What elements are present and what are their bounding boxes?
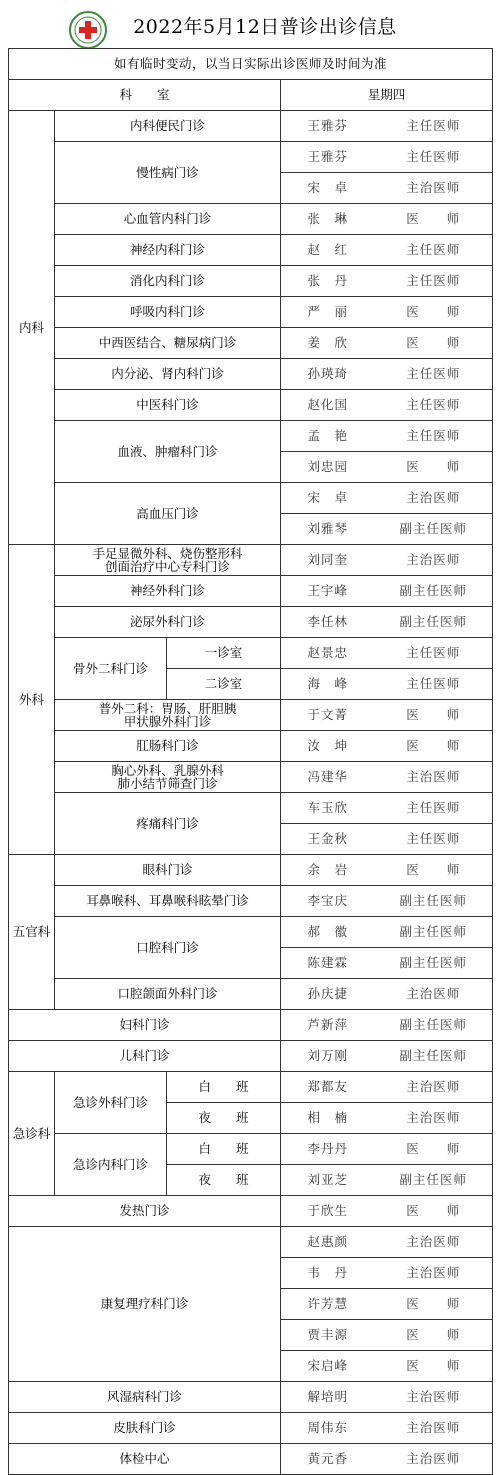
doctor-title: 主任医师 <box>375 793 493 824</box>
doctor-name: 黄元香 <box>281 1444 375 1475</box>
doctor-title: 医 师 <box>375 1196 493 1227</box>
column-header-dept: 科 室 <box>9 80 281 111</box>
dept-name <box>55 700 281 731</box>
doctor-name: 王雅芬 <box>281 142 375 173</box>
doctor-name: 于文菁 <box>281 700 375 731</box>
doctor-name: 刘雅琴 <box>281 514 375 545</box>
doctor-name: 海 峰 <box>281 669 375 700</box>
doctor-title: 主任医师 <box>375 111 493 142</box>
doctor-title: 副主任医师 <box>375 1041 493 1072</box>
doctor-title: 医 师 <box>375 204 493 235</box>
dept-name: 泌尿外科门诊 <box>55 607 281 638</box>
doctor-title: 主治医师 <box>375 545 493 576</box>
doctor-name: 汝 坤 <box>281 731 375 762</box>
dept-name: 血液、肿瘤科门诊 <box>55 421 281 483</box>
dept-name: 风湿病科门诊 <box>9 1382 281 1413</box>
dept-name-line: 创面治疗中心专科门诊 <box>104 559 230 574</box>
doctor-title: 医 师 <box>375 452 493 483</box>
doctor-title: 主治医师 <box>375 1227 493 1258</box>
doctor-name: 刘万刚 <box>281 1041 375 1072</box>
doctor-title: 医 师 <box>375 1320 493 1351</box>
dept-name-line: 甲状腺外科门诊 <box>123 714 212 729</box>
doctor-title: 医 师 <box>375 1134 493 1165</box>
doctor-title: 医 师 <box>375 297 493 328</box>
doctor-title: 主任医师 <box>375 390 493 421</box>
doctor-title: 医 师 <box>375 1351 493 1382</box>
doctor-name: 刘忠园 <box>281 452 375 483</box>
dept-name: 肛肠科门诊 <box>55 731 281 762</box>
shift-label: 白 班 <box>167 1134 281 1165</box>
doctor-title: 主任医师 <box>375 421 493 452</box>
dept-name-line: 普外二科：胃肠、肝胆胰 <box>98 701 237 716</box>
doctor-title: 副主任医师 <box>375 514 493 545</box>
doctor-title: 主治医师 <box>375 173 493 204</box>
dept-name: 体检中心 <box>9 1444 281 1475</box>
doctor-title: 副主任医师 <box>375 1165 493 1196</box>
doctor-name: 王雅芬 <box>281 111 375 142</box>
dept-name-line: 手足显微外科、烧伤整形科 <box>92 546 243 561</box>
dept-name: 中医科门诊 <box>55 390 281 421</box>
doctor-title: 医 师 <box>375 855 493 886</box>
doctor-name: 郑都友 <box>281 1072 375 1103</box>
dept-name: 急诊内科门诊 <box>55 1134 167 1196</box>
doctor-name: 于欣生 <box>281 1196 375 1227</box>
doctor-name: 张 丹 <box>281 266 375 297</box>
doctor-title: 医 师 <box>375 700 493 731</box>
doctor-title: 主治医师 <box>375 1382 493 1413</box>
group-label-surgery: 外科 <box>9 545 55 855</box>
column-header-day: 星期四 <box>281 80 493 111</box>
doctor-name: 陈建霖 <box>281 948 375 979</box>
doctor-name: 车玉欣 <box>281 793 375 824</box>
doctor-title: 副主任医师 <box>375 917 493 948</box>
dept-name: 中西医结合、糖尿病门诊 <box>55 328 281 359</box>
doctor-name: 芦新萍 <box>281 1010 375 1041</box>
doctor-title: 医 师 <box>375 328 493 359</box>
doctor-name: 郝 徽 <box>281 917 375 948</box>
doctor-title: 医 师 <box>375 1289 493 1320</box>
doctor-title: 主治医师 <box>375 1258 493 1289</box>
dept-name: 内科便民门诊 <box>55 111 281 142</box>
dept-name: 眼科门诊 <box>55 855 281 886</box>
group-label-internal: 内科 <box>9 111 55 545</box>
doctor-title: 主治医师 <box>375 979 493 1010</box>
group-label-emergency: 急诊科 <box>9 1072 55 1196</box>
dept-name: 消化内科门诊 <box>55 266 281 297</box>
doctor-name: 刘亚芝 <box>281 1165 375 1196</box>
doctor-name: 张 琳 <box>281 204 375 235</box>
dept-name: 儿科门诊 <box>9 1041 281 1072</box>
doctor-name: 赵惠颜 <box>281 1227 375 1258</box>
dept-name: 慢性病门诊 <box>55 142 281 204</box>
doctor-name: 孙瑛琦 <box>281 359 375 390</box>
doctor-name: 贾丰源 <box>281 1320 375 1351</box>
doctor-name: 王金秋 <box>281 824 375 855</box>
header <box>8 8 492 46</box>
doctor-name: 宋 卓 <box>281 173 375 204</box>
doctor-name: 李任林 <box>281 607 375 638</box>
doctor-name: 许芳慧 <box>281 1289 375 1320</box>
doctor-name: 赵化国 <box>281 390 375 421</box>
doctor-title: 副主任医师 <box>375 1010 493 1041</box>
doctor-title: 主治医师 <box>375 1413 493 1444</box>
doctor-name: 周伟东 <box>281 1413 375 1444</box>
doctor-title: 主任医师 <box>375 824 493 855</box>
doctor-name: 赵景忠 <box>281 638 375 669</box>
doctor-name: 孙庆捷 <box>281 979 375 1010</box>
doctor-title: 主任医师 <box>375 638 493 669</box>
dept-name: 皮肤科门诊 <box>9 1413 281 1444</box>
dept-name <box>55 545 281 576</box>
doctor-title: 副主任医师 <box>375 948 493 979</box>
dept-name: 口腔科门诊 <box>55 917 281 979</box>
doctor-name: 余 岩 <box>281 855 375 886</box>
dept-name: 心血管内科门诊 <box>55 204 281 235</box>
dept-name: 口腔颌面外科门诊 <box>55 979 281 1010</box>
dept-name: 高血压门诊 <box>55 483 281 545</box>
doctor-title: 主治医师 <box>375 762 493 793</box>
doctor-name: 孟 艳 <box>281 421 375 452</box>
shift-label: 白 班 <box>167 1072 281 1103</box>
doctor-name: 宋启峰 <box>281 1351 375 1382</box>
dept-name-line: 胸心外科、乳腺外科 <box>111 763 224 778</box>
dept-name: 内分泌、肾内科门诊 <box>55 359 281 390</box>
shift-label: 夜 班 <box>167 1165 281 1196</box>
dept-name: 呼吸内科门诊 <box>55 297 281 328</box>
doctor-title: 主治医师 <box>375 1444 493 1475</box>
doctor-title: 主任医师 <box>375 266 493 297</box>
dept-name: 骨外二科门诊 <box>55 638 167 700</box>
doctor-title: 主任医师 <box>375 142 493 173</box>
doctor-title: 副主任医师 <box>375 886 493 917</box>
sub-room: 二诊室 <box>167 669 281 700</box>
schedule-table <box>8 48 493 1475</box>
dept-name: 神经内科门诊 <box>55 235 281 266</box>
sub-room: 一诊室 <box>167 638 281 669</box>
dept-name: 急诊外科门诊 <box>55 1072 167 1134</box>
doctor-title: 主任医师 <box>375 669 493 700</box>
doctor-name: 姜 欣 <box>281 328 375 359</box>
dept-name: 神经外科门诊 <box>55 576 281 607</box>
doctor-title: 主治医师 <box>375 483 493 514</box>
doctor-name: 王宇峰 <box>281 576 375 607</box>
doctor-name: 韦 丹 <box>281 1258 375 1289</box>
doctor-title: 医 师 <box>375 731 493 762</box>
doctor-title: 副主任医师 <box>375 576 493 607</box>
dept-name <box>55 762 281 793</box>
dept-name: 疼痛科门诊 <box>55 793 281 855</box>
notice-text: 如有临时变动，以当日实际出诊医师及时间为准 <box>9 49 493 80</box>
dept-name-line: 肺小结节筛查门诊 <box>117 776 218 791</box>
doctor-name: 刘同奎 <box>281 545 375 576</box>
doctor-name: 李宝庆 <box>281 886 375 917</box>
doctor-name: 赵 红 <box>281 235 375 266</box>
shift-label: 夜 班 <box>167 1103 281 1134</box>
dept-name: 发热门诊 <box>9 1196 281 1227</box>
doctor-title: 主治医师 <box>375 1072 493 1103</box>
doctor-title: 主任医师 <box>375 359 493 390</box>
dept-name: 妇科门诊 <box>9 1010 281 1041</box>
doctor-name: 宋 卓 <box>281 483 375 514</box>
doctor-name: 严 丽 <box>281 297 375 328</box>
doctor-name: 解培明 <box>281 1382 375 1413</box>
group-label-ent: 五官科 <box>9 855 55 1010</box>
doctor-title: 副主任医师 <box>375 607 493 638</box>
doctor-title: 主治医师 <box>375 1103 493 1134</box>
page-title: 2022年5月12日普诊出诊信息 <box>133 16 397 38</box>
doctor-title: 主任医师 <box>375 235 493 266</box>
doctor-name: 李丹丹 <box>281 1134 375 1165</box>
dept-name: 康复理疗科门诊 <box>9 1227 281 1382</box>
doctor-name: 相 楠 <box>281 1103 375 1134</box>
doctor-name: 冯建华 <box>281 762 375 793</box>
dept-name: 耳鼻喉科、耳鼻喉科眩晕门诊 <box>55 886 281 917</box>
